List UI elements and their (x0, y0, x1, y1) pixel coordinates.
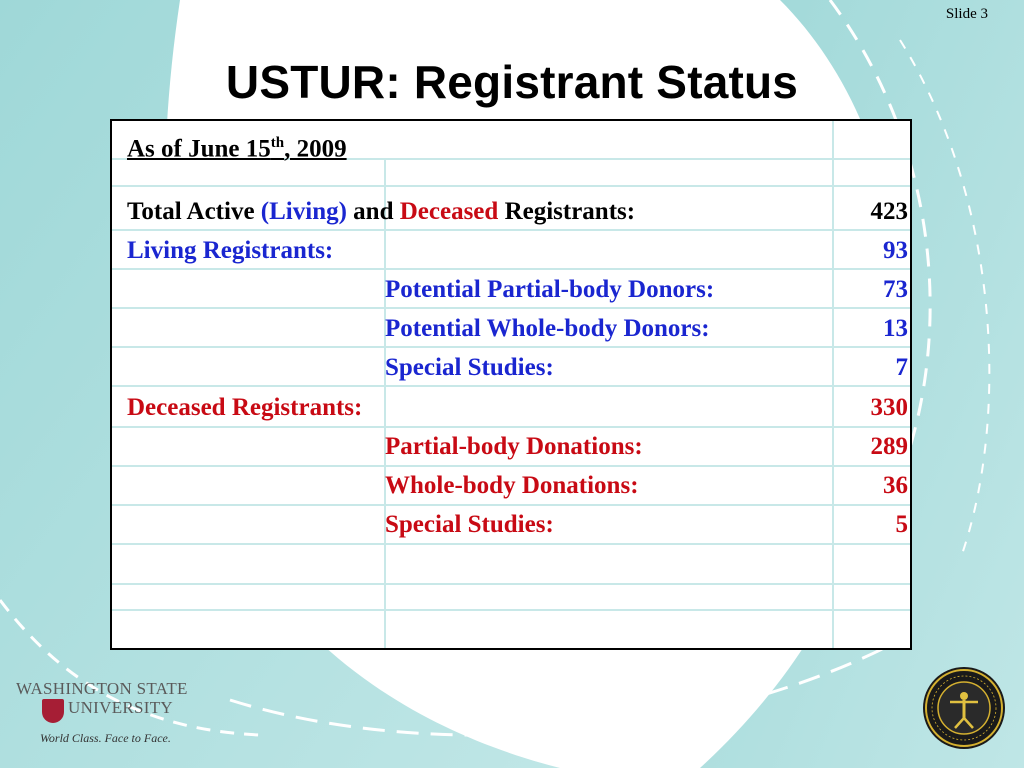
total-deceased-word: Deceased (399, 198, 499, 225)
slide-title: USTUR: Registrant Status (225, 56, 799, 108)
date-suffix: , 2009 (284, 135, 347, 163)
living-registrants-label: Living Registrants: (127, 237, 334, 264)
deceased-registrants-label: Deceased Registrants: (127, 394, 363, 421)
living-item-value: 13 (883, 315, 908, 342)
living-registrants-value: 93 (883, 237, 908, 264)
as-of-date (127, 128, 347, 164)
living-item-value: 7 (895, 354, 908, 381)
ustur-seal-icon (922, 666, 1006, 750)
living-item-label: Special Studies: (385, 354, 554, 381)
total-registrants-value: 423 (870, 198, 908, 225)
deceased-item-label: Special Studies: (385, 511, 554, 538)
wsu-logo (16, 679, 196, 749)
wsu-logo-line1: WASHINGTON STATE (16, 679, 188, 698)
deceased-item-value: 5 (895, 511, 908, 538)
deceased-item-label: Partial-body Donations: (385, 433, 643, 460)
wsu-logo-line2: UNIVERSITY (68, 698, 173, 717)
deceased-item-label: Whole-body Donations: (385, 472, 639, 499)
deceased-item-value: 36 (883, 472, 908, 499)
slide-number: Slide 3 (945, 6, 988, 22)
total-part2: and (346, 198, 400, 225)
living-item-label: Potential Partial-body Donors: (385, 276, 715, 303)
living-item-value: 73 (883, 276, 908, 303)
total-part1: Total Active (127, 198, 261, 225)
total-part3: Registrants: (498, 198, 636, 225)
deceased-registrants-value: 330 (870, 394, 908, 421)
wsu-shield-icon (42, 699, 64, 723)
living-item-label: Potential Whole-body Donors: (385, 315, 710, 342)
date-prefix: As of June 15 (127, 135, 271, 163)
wsu-tagline: World Class. Face to Face. (40, 731, 171, 745)
registrant-table (110, 119, 912, 650)
date-superscript: th (270, 135, 285, 151)
total-living-word: (Living) (260, 198, 347, 225)
deceased-item-value: 289 (870, 433, 908, 460)
total-registrants-label (127, 197, 635, 227)
